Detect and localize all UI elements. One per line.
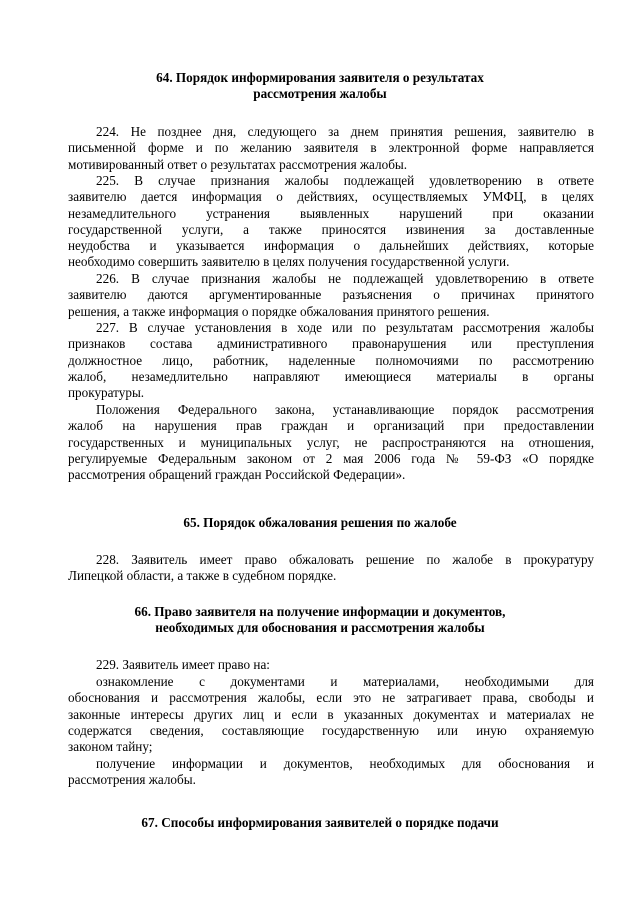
section-66-title-line-1: 66. Право заявителя на получение информации и документов, bbox=[134, 604, 506, 619]
paragraph-line: 229. Заявитель имеет право на: bbox=[96, 657, 270, 672]
paragraph-line: должностное лицо, работник, наделенные полномочиями по рассмотрению bbox=[68, 352, 594, 368]
paragraph-line: 228. Заявитель имеет право обжаловать решение по жалобе в прокуратуру bbox=[96, 552, 594, 567]
paragraph-line: содержатся сведения, составляющие государственную или иную охраняемую bbox=[68, 722, 594, 738]
paragraph-228 bbox=[68, 552, 594, 585]
section-64-title-line-2: рассмотрения жалобы bbox=[253, 86, 387, 102]
paragraph-line: законом тайну; bbox=[68, 739, 153, 755]
section-65-heading bbox=[60, 515, 580, 531]
paragraph-line: законные интересы других лиц и если в указанных документах и материалах не bbox=[68, 706, 594, 722]
paragraph-224 bbox=[68, 124, 594, 173]
paragraph-line: 227. В случае установления в ходе или по результатам рассмотрения жалобы bbox=[96, 320, 594, 335]
paragraph-line: жалоб на нарушения прав граждан и организаций при предоставлении bbox=[68, 418, 594, 434]
paragraph-229-item-familiarization bbox=[68, 674, 594, 755]
paragraph-line: Липецкой области, а также в судебном порядке. bbox=[68, 568, 337, 584]
paragraph-225 bbox=[68, 173, 594, 271]
paragraph-line: заявителю дается информация о действиях, осуществляемых УМФЦ, в целях bbox=[68, 189, 594, 205]
paragraph-line: государственной услуги, а также приносятся извинения за доставленные bbox=[68, 221, 594, 237]
paragraph-line: регулируемые Федеральным законом от 2 мая 2006 года № 59-ФЗ «О порядке bbox=[68, 450, 594, 466]
paragraph-line: необходимо совершить заявителю в целях получения государственной услуги. bbox=[68, 254, 510, 270]
section-64-title-line-1: 64. Порядок информирования заявителя о результатах bbox=[156, 70, 484, 85]
paragraph-229 bbox=[68, 657, 594, 673]
paragraph-line: рассмотрения жалобы. bbox=[68, 772, 196, 788]
paragraph-federal-law bbox=[68, 402, 594, 483]
paragraph-line: жалоб, незамедлительно направляют имеющиеся материалы в органы bbox=[68, 368, 594, 384]
section-65-title: 65. Порядок обжалования решения по жалобе bbox=[183, 515, 457, 530]
paragraph-line: государственных и муниципальных услуг, не распространяются на отношения, bbox=[68, 434, 594, 450]
section-67-title-line-1: 67. Способы информирования заявителей о порядке подачи bbox=[141, 815, 499, 830]
paragraph-226 bbox=[68, 271, 594, 320]
paragraph-line: получение информации и документов, необходимых для обоснования и bbox=[96, 756, 594, 771]
paragraph-line: заявителю даются аргументированные разъяснения о причинах принятого bbox=[68, 287, 594, 303]
paragraph-line: Положения Федерального закона, устанавливающие порядок рассмотрения bbox=[96, 402, 594, 417]
paragraph-229-item-receiving bbox=[68, 756, 594, 789]
paragraph-line: рассмотрения обращений граждан Российской Федерации». bbox=[68, 467, 406, 483]
section-67-heading bbox=[60, 815, 580, 831]
paragraph-line: незамедлительного устранения выявленных нарушений при оказании bbox=[68, 205, 594, 221]
paragraph-line: признаков состава административного правонарушения или преступления bbox=[68, 336, 594, 352]
paragraph-line: решения, а также информация о порядке обжалования принятого решения. bbox=[68, 303, 490, 319]
paragraph-line: обоснования и рассмотрения жалобы, если это не затрагивает права, свободы и bbox=[68, 690, 594, 706]
paragraph-line: 225. В случае признания жалобы подлежащей удовлетворению в ответе bbox=[96, 173, 594, 188]
paragraph-line: письменной форме и по желанию заявителя в электронной форме направляется bbox=[68, 140, 594, 156]
paragraph-line: мотивированный ответ о результатах рассмотрения жалобы. bbox=[68, 156, 408, 172]
paragraph-227 bbox=[68, 320, 594, 401]
paragraph-line: 226. В случае признания жалобы не подлежащей удовлетворению в ответе bbox=[96, 271, 594, 286]
paragraph-line: неудобства и указывается информация о дальнейших действиях, которые bbox=[68, 238, 594, 254]
paragraph-line: ознакомление с документами и материалами, необходимыми для bbox=[96, 674, 594, 689]
section-66-heading bbox=[60, 604, 580, 637]
section-66-title-line-2: необходимых для обоснования и рассмотрения жалобы bbox=[155, 620, 485, 636]
section-64-heading bbox=[60, 70, 580, 103]
paragraph-line: прокуратуры. bbox=[68, 385, 145, 401]
paragraph-line: 224. Не позднее дня, следующего за днем принятия решения, заявителю в bbox=[96, 124, 594, 139]
